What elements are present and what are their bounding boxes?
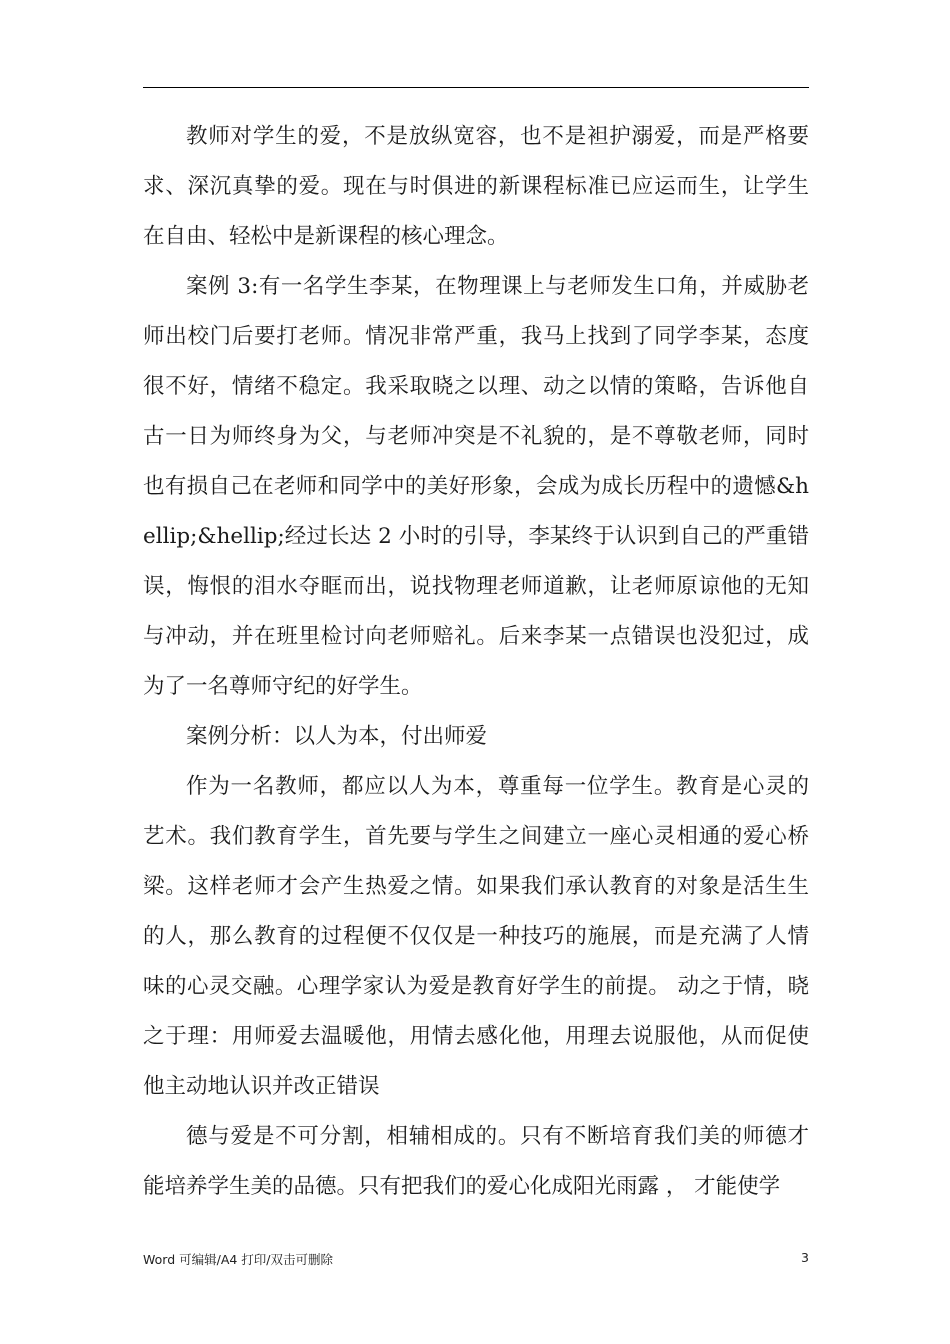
page-footer xyxy=(143,1250,809,1270)
header-rule xyxy=(143,87,809,88)
page-number: 3 xyxy=(801,1250,809,1265)
document-body xyxy=(143,112,809,1212)
paragraph: 教师对学生的爱，不是放纵宽容，也不是袒护溺爱，而是严格要求、深沉真挚的爱。现在与时俱进的新课程标准已应运而生，让学生在自由、轻松中是新课程的核心理念。 xyxy=(143,124,809,249)
footer-note: Word 可编辑/A4 打印/双击可删除 xyxy=(143,1252,334,1267)
paragraph: 德与爱是不可分割，相辅相成的。只有不断培育我们美的师德才能培养学生美的品德。只有把我们的爱心化成阳光雨露 ， 才能使学 xyxy=(143,1124,809,1199)
paragraph: 作为一名教师，都应以人为本，尊重每一位学生。教育是心灵的艺术。我们教育学生，首先要与学生之间建立一座心灵相通的爱心桥梁。这样老师才会产生热爱之情。如果我们承认教育的对象是活生生的人，那么教育的过程便不仅仅是一种技巧的施展，而是充满了人情味的心灵交融。心理学家认为爱是教育好学生的前提。 动之于情，晓之于理：用师爱去温暖他，用情去感化他，用理去说服他，从而促使他主动地认识并改正错误 xyxy=(143,774,809,1099)
paragraph: 案例 3:有一名学生李某，在物理课上与老师发生口角，并威胁老师出校门后要打老师。情况非常严重，我马上找到了同学李某，态度很不好，情绪不稳定。我采取晓之以理、动之以情的策略，告诉他自古一日为师终身为父，与老师冲突是不礼貌的，是不尊敬老师，同时也有损自己在老师和同学中的美好形象，会成为成长历程中的遗憾&hellip;&hellip;经过长达 2 小时的引导，李某终于认识到自己的严重错误，悔恨的泪水夺眶而出，说找物理老师道歉，让老师原谅他的无知与冲动，并在班里检讨向老师赔礼。后来李某一点错误也没犯过，成为了一名尊师守纪的好学生。 xyxy=(143,274,809,699)
paragraph-heading: 案例分析：以人为本，付出师爱 xyxy=(186,724,488,749)
